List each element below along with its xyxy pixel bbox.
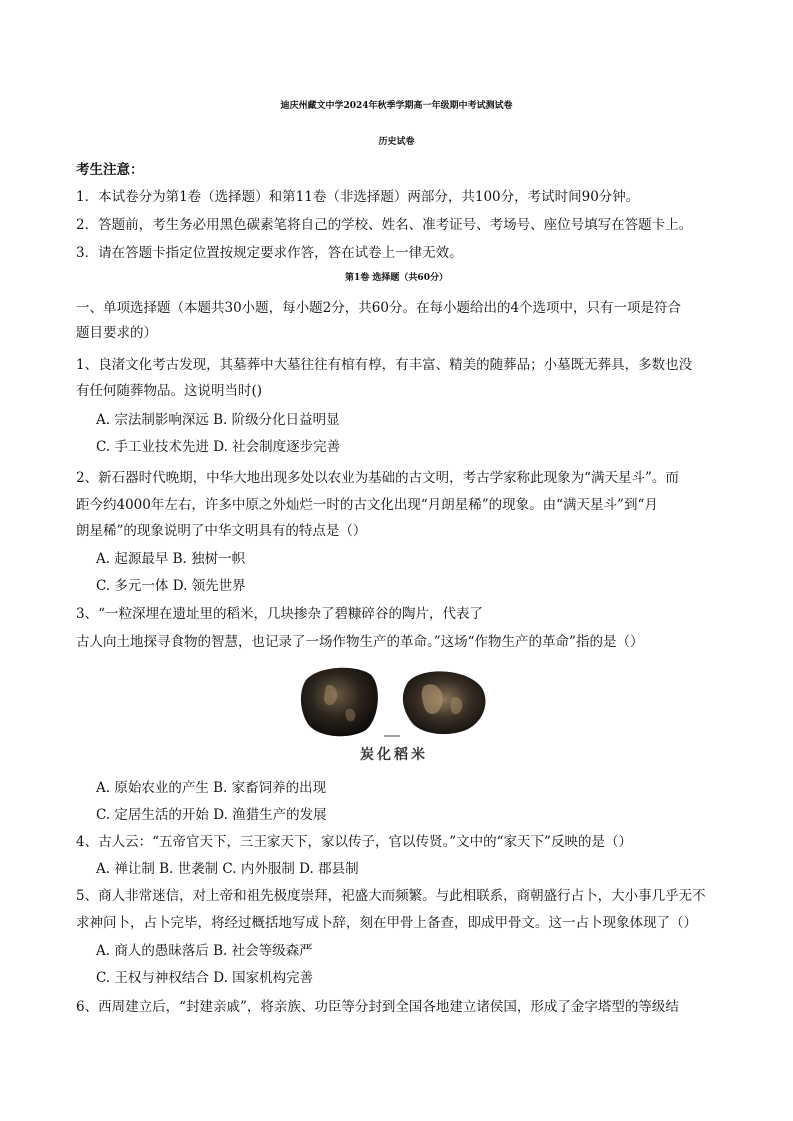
question-2-options-line-2: C. 多元一体 D. 领先世界 [96, 578, 246, 594]
carbonized-rice-figure [296, 660, 492, 768]
question-2-stem-line-1: 2、新石器时代晚期，中华大地出现多处以农业为基础的古文明，考古学家称此现象为“满天星斗”。而 [76, 470, 679, 486]
question-5-options-line-2: C. 王权与神权结合 D. 国家机构完善 [96, 970, 314, 986]
question-4-stem-line-1: 4、古人云：“五帝官天下，三王家天下，家以传子，官以传贤。”文中的“家天下”反映的是（） [76, 834, 632, 850]
subject-title: 历史试卷 [378, 137, 415, 147]
figure-caption: 炭化稻米 [360, 747, 428, 763]
question-2-stem-line-3: 朗星稀”的现象说明了中华文明具有的特点是（） [76, 523, 367, 539]
notice-item-2: 2．答题前，考生务必用黑色碳素笔将自己的学校、姓名、准考证号、考场号、座位号填写在答题卡上。 [76, 217, 693, 233]
notice-heading: 考生注意： [76, 162, 144, 178]
rice-grain-right [403, 671, 486, 734]
question-1-stem-line-1: 1、良渚文化考古发现，其墓葬中大墓往往有棺有椁，有丰富、精美的随葬品；小墓既无葬具，多数也没 [76, 357, 693, 373]
question-1-options-line-1: A. 宗法制影响深远 B. 阶级分化日益明显 [96, 412, 340, 428]
question-3-options-line-2: C. 定居生活的开始 D. 渔猎生产的发展 [96, 807, 327, 823]
question-4-options-line-1: A. 禅让制 B. 世袭制 C. 内外服制 D. 郡县制 [96, 861, 359, 877]
question-3-stem-line-2: 古人向土地探寻食物的智慧，也记录了一场作物生产的革命。”这场“作物生产的革命”指的是（） [76, 634, 644, 650]
question-5-options-line-1: A. 商人的愚昧落后 B. 社会等级森严 [96, 943, 313, 959]
question-5-stem-line-2: 求神问卜，占卜完毕，将经过概括地写成卜辞，刻在甲骨上备查，即成甲骨文。这一占卜现象体现了（） [76, 915, 697, 931]
notice-item-1: 1．本试卷分为第1卷（选择题）和第11卷（非选择题）两部分，共100分，考试时间90分钟。 [76, 189, 640, 205]
question-6-stem-line-1: 6、西周建立后，“封建亲戚”，将亲族、功臣等分封到全国各地建立诸侯国，形成了金字塔型的等级结 [76, 999, 679, 1015]
carbonized-rice-image [296, 660, 492, 744]
question-2-stem-line-2: 距今约4000年左右，许多中原之外灿烂一时的古文化出现“月朗星稀”的现象。由“满天星斗”到“月 [76, 497, 658, 513]
section-title: 第1卷 选择题（共60分） [345, 273, 448, 283]
question-5-stem-line-1: 5、商人非常迷信，对上帝和祖先极度崇拜，祀盛大而频繁。与此相联系，商朝盛行占卜，大小事几乎无不 [76, 888, 706, 904]
section-instructions-line-2: 题目要求的） [76, 325, 157, 341]
question-1-options-line-2: C. 手工业技术先进 D. 社会制度逐步完善 [96, 439, 341, 455]
question-1-stem-line-2: 有任何随葬物品。这说明当时() [76, 383, 263, 399]
exam-title: 迪庆州藏文中学2024年秋季学期高一年级期中考试测试卷 [280, 101, 513, 111]
rice-grain-left [301, 668, 378, 737]
notice-item-3: 3．请在答题卡指定位置按规定要求作答，答在试卷上一律无效。 [76, 245, 463, 261]
section-instructions-line-1: 一、单项选择题（本题共30小题，每小题2分，共60分。在每小题给出的4个选项中，只有一项是符合 [76, 300, 682, 316]
question-3-stem-line-1: 3、“一粒深埋在遗址里的稻米，几块掺杂了碧糠碎谷的陶片，代表了 [76, 606, 483, 622]
question-2-options-line-1: A. 起源最早 B. 独树一帜 [96, 551, 246, 567]
question-3-options-line-1: A. 原始农业的产生 B. 家畜饲养的出现 [96, 780, 327, 796]
